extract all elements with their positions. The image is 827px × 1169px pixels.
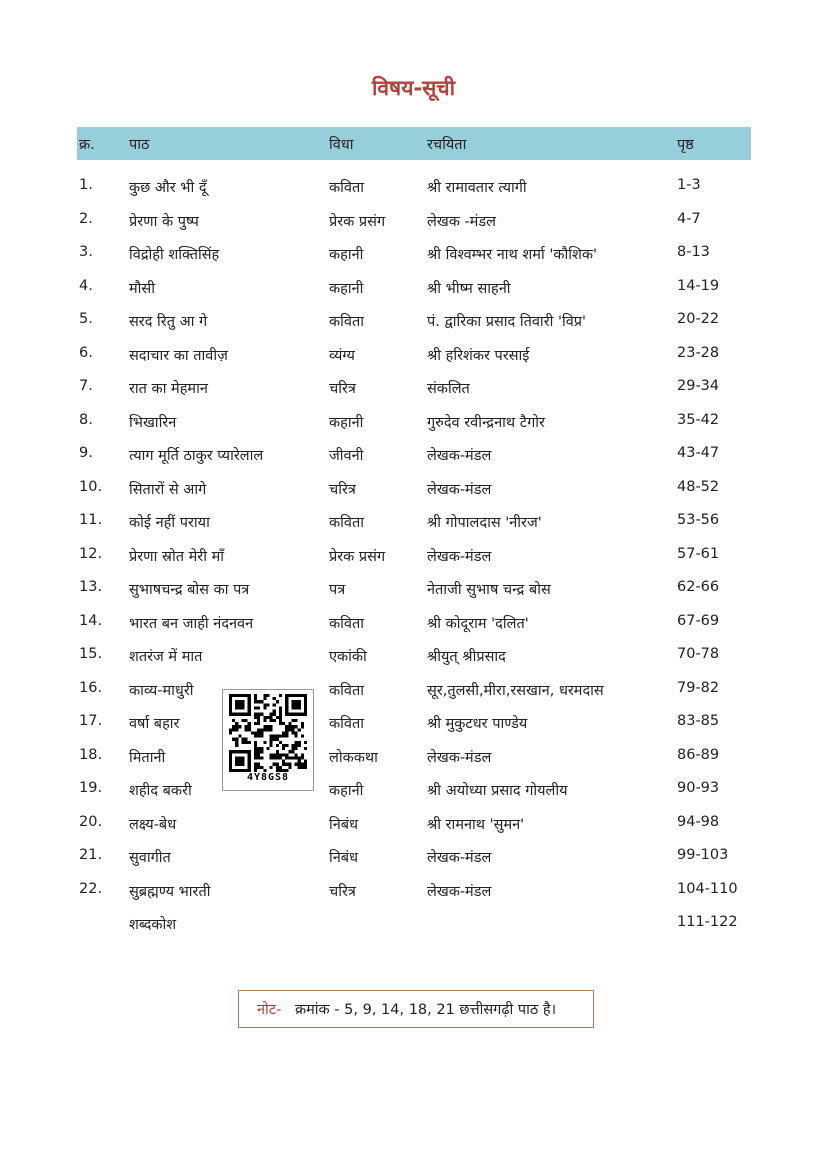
table-row (77, 244, 751, 268)
row-page-range: 1-3 (677, 177, 701, 193)
table-row (77, 847, 751, 871)
row-author: लेखक-मंडल (427, 749, 492, 766)
row-page-range: 104-110 (677, 880, 738, 897)
row-number: 16. (79, 679, 103, 696)
table-row (77, 747, 751, 771)
row-page-range: 57-61 (677, 545, 720, 562)
table-row (77, 512, 751, 536)
row-author: संकलित (427, 381, 470, 397)
table-row (77, 311, 751, 335)
row-genre: निबंध (329, 850, 358, 866)
row-lesson-title: भारत बन जाही नंदनवन (129, 615, 254, 632)
row-lesson-title: काव्य-माधुरी (129, 682, 194, 699)
row-lesson-title: लक्ष्य-बेध (129, 816, 177, 833)
row-page-range: 53-56 (677, 512, 720, 528)
row-page-range: 111-122 (677, 914, 738, 930)
row-number: 17. (79, 713, 103, 729)
row-page-range: 4-7 (677, 210, 701, 227)
note-box (238, 990, 594, 1028)
row-number: 13. (79, 579, 103, 595)
row-page-range: 8-13 (677, 244, 710, 260)
row-number: 4. (79, 277, 93, 294)
row-number: 5. (79, 311, 93, 327)
row-author: लेखक-मंडल (427, 548, 492, 565)
row-page-range: 23-28 (677, 344, 720, 361)
row-number: 15. (79, 646, 103, 662)
row-author: श्री कोदूराम 'दलित' (427, 615, 529, 632)
row-genre: एकांकी (329, 649, 367, 665)
row-lesson-title: शहीद बकरी (129, 783, 192, 799)
row-author: सूर,तुलसी,मीरा,रसखान, धरमदास (427, 682, 604, 699)
row-author: लेखक-मंडल (427, 481, 492, 498)
table-row (77, 177, 751, 201)
table-row (77, 780, 751, 804)
header-lesson: पाठ (129, 137, 150, 153)
row-lesson-title: सरद रितु आ गे (129, 314, 208, 330)
header-page: पृष्ठ (677, 137, 694, 153)
table-row (77, 680, 751, 704)
row-author: लेखक -मंडल (427, 213, 496, 230)
row-lesson-title: मितानी (129, 749, 166, 766)
row-lesson-title: रात का मेहमान (129, 381, 208, 397)
row-lesson-title: प्रेरणा स्रोत मेरी माँ (129, 548, 224, 565)
page-title: विषय-सूची (371, 76, 456, 100)
row-lesson-title: भिखारिन (129, 414, 177, 431)
row-page-range: 20-22 (677, 311, 720, 327)
row-number: 11. (79, 512, 103, 528)
row-author: लेखक-मंडल (427, 883, 492, 900)
row-author: श्री हरिशंकर परसाई (427, 347, 530, 364)
row-genre: चरित्र (329, 381, 356, 397)
row-number: 18. (79, 746, 103, 763)
row-genre: व्यंग्य (329, 347, 355, 364)
row-lesson-title: कोई नहीं पराया (129, 515, 210, 531)
row-number: 20. (79, 813, 103, 830)
row-author: श्रीयुत् श्रीप्रसाद (427, 649, 506, 665)
row-genre: कहानी (329, 414, 364, 431)
row-author: लेखक-मंडल (427, 448, 492, 464)
row-number: 8. (79, 411, 93, 428)
row-author: श्री गोपालदास 'नीरज' (427, 515, 542, 531)
row-lesson-title: वर्षा बहार (129, 716, 180, 732)
row-genre: कविता (329, 682, 364, 699)
table-row (77, 579, 751, 603)
row-page-range: 62-66 (677, 579, 720, 595)
row-number: 7. (79, 378, 93, 394)
table-header (77, 127, 751, 160)
row-genre: कहानी (329, 783, 364, 799)
row-page-range: 79-82 (677, 679, 720, 696)
row-genre: प्रेरक प्रसंग (329, 213, 386, 230)
row-genre: कविता (329, 515, 364, 531)
table-row (77, 613, 751, 637)
row-author: श्री अयोध्या प्रसाद गोयलीय (427, 783, 568, 799)
row-lesson-title: सितारों से आगे (129, 481, 207, 498)
table-row (77, 814, 751, 838)
row-number: 22. (79, 880, 103, 897)
row-lesson-title: सुभाषचन्द्र बोस का पत्र (129, 582, 250, 598)
row-page-range: 70-78 (677, 646, 720, 662)
row-author: श्री रामावतार त्यागी (427, 180, 527, 196)
row-lesson-title: शतरंज में मात (129, 649, 203, 665)
table-row (77, 345, 751, 369)
row-genre: कविता (329, 615, 364, 632)
table-row (77, 412, 751, 436)
header-number: क्र. (79, 137, 95, 153)
row-lesson-title: सुब्रह्मण्य भारती (129, 883, 211, 900)
row-genre: चरित्र (329, 481, 356, 498)
row-number: 3. (79, 244, 93, 260)
row-genre: चरित्र (329, 883, 356, 900)
table-row (77, 278, 751, 302)
row-number: 21. (79, 847, 103, 863)
row-author: नेताजी सुभाष चन्द्र बोस (427, 582, 551, 598)
row-author: गुरुदेव रवीन्द्रनाथ टैगोर (427, 414, 545, 431)
row-page-range: 90-93 (677, 780, 720, 796)
row-number: 2. (79, 210, 93, 227)
row-lesson-title: सदाचार का तावीज़ (129, 347, 228, 364)
row-page-range: 94-98 (677, 813, 720, 830)
row-author: श्री रामनाथ 'सुमन' (427, 816, 525, 833)
row-author: श्री मुकुटधर पाण्डेय (427, 716, 528, 732)
row-genre: कविता (329, 180, 364, 196)
table-row (77, 211, 751, 235)
qr-code (222, 689, 314, 791)
table-row (77, 546, 751, 570)
qr-code-label: 4Y8GS8 (246, 772, 290, 783)
row-author: श्री विश्वम्भर नाथ शर्मा 'कौशिक' (427, 247, 597, 263)
row-genre: पत्र (329, 582, 346, 598)
qr-code-icon (229, 694, 307, 772)
row-page-range: 29-34 (677, 378, 720, 394)
note-text: क्रमांक - 5, 9, 14, 18, 21 छत्तीसगढ़ी पाठ है। (295, 1002, 557, 1018)
row-page-range: 48-52 (677, 478, 720, 495)
table-row (77, 378, 751, 402)
row-page-range: 99-103 (677, 847, 729, 863)
row-author: लेखक-मंडल (427, 850, 492, 866)
row-author: श्री भीष्म साहनी (427, 280, 511, 297)
row-lesson-title: शब्दकोश (129, 917, 177, 933)
row-lesson-title: कुछ और भी दूँ (129, 180, 207, 196)
row-genre: कहानी (329, 247, 364, 263)
table-row (77, 646, 751, 670)
note-label: नोट- (257, 1002, 282, 1018)
row-genre: कहानी (329, 280, 364, 297)
row-page-range: 14-19 (677, 277, 720, 294)
row-page-range: 67-69 (677, 612, 720, 629)
row-genre: निबंध (329, 816, 358, 833)
row-lesson-title: विद्रोही शक्तिसिंह (129, 247, 220, 263)
table-row (77, 881, 751, 905)
row-number: 19. (79, 780, 103, 796)
row-number: 12. (79, 545, 103, 562)
row-number: 10. (79, 478, 103, 495)
row-lesson-title: सुवागीत (129, 850, 171, 866)
row-lesson-title: प्रेरणा के पुष्प (129, 213, 199, 230)
row-page-range: 86-89 (677, 746, 720, 763)
table-row (77, 445, 751, 469)
table-row (77, 914, 751, 938)
row-lesson-title: त्याग मूर्ति ठाकुर प्यारेलाल (129, 448, 264, 464)
row-page-range: 83-85 (677, 713, 720, 729)
row-genre: कविता (329, 314, 364, 330)
row-genre: प्रेरक प्रसंग (329, 548, 386, 565)
header-genre: विधा (329, 137, 354, 153)
row-number: 9. (79, 445, 93, 461)
row-genre: कविता (329, 716, 364, 732)
row-genre: लोककथा (329, 749, 378, 766)
header-author: रचयिता (427, 137, 467, 153)
row-number: 1. (79, 177, 93, 193)
row-genre: जीवनी (329, 448, 364, 464)
row-number: 14. (79, 612, 103, 629)
row-page-range: 35-42 (677, 411, 720, 428)
row-number: 6. (79, 344, 93, 361)
table-row (77, 713, 751, 737)
table-row (77, 479, 751, 503)
row-author: पं. द्वारिका प्रसाद तिवारी 'विप्र' (427, 314, 587, 330)
row-page-range: 43-47 (677, 445, 720, 461)
row-lesson-title: मौसी (129, 280, 155, 297)
